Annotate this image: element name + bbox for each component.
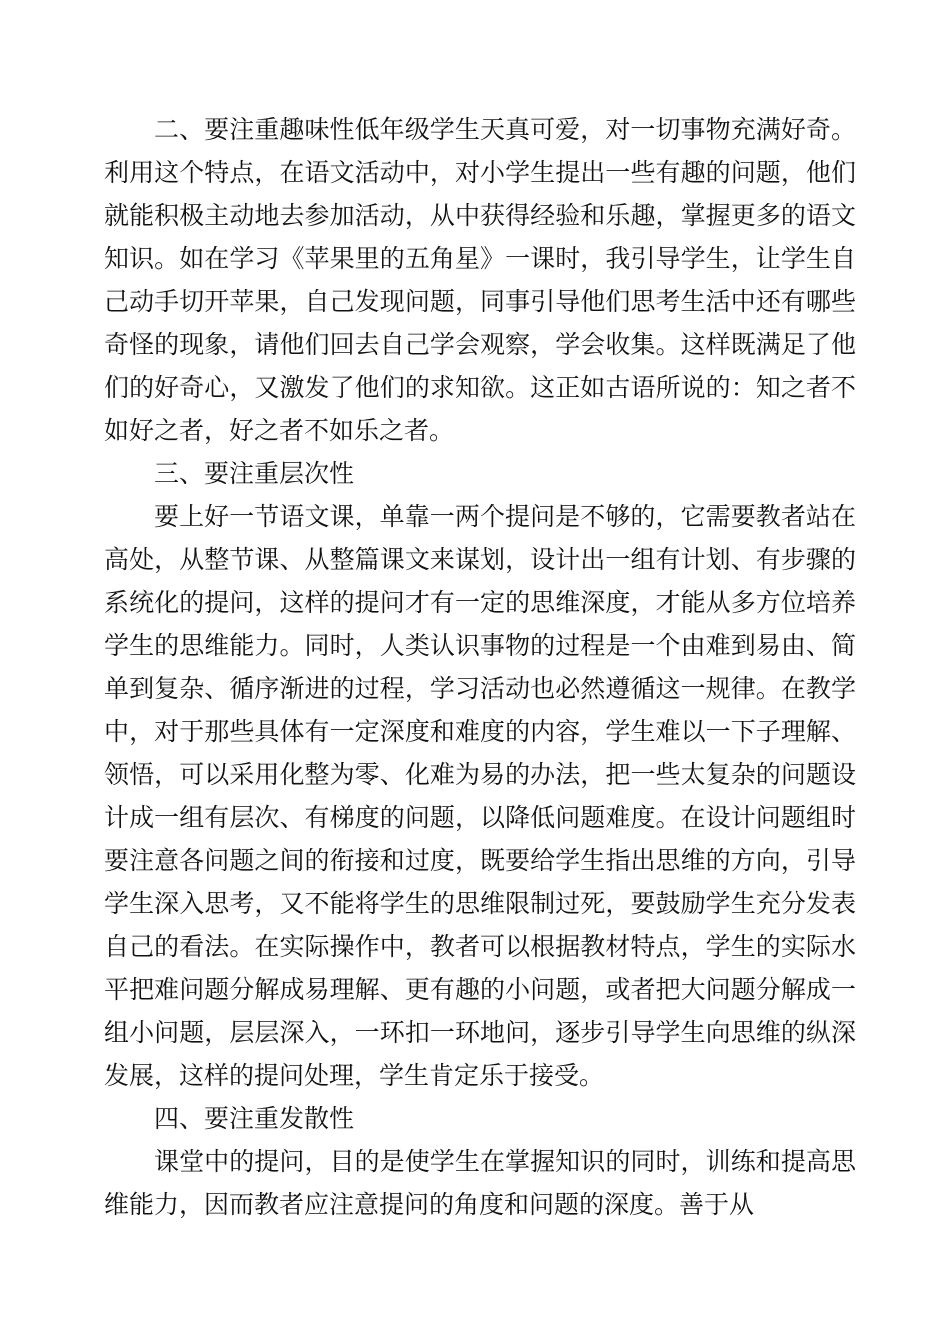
- section-heading-layering: 三、要注重层次性: [154, 459, 355, 488]
- document-page: [104, 108, 856, 1226]
- paragraph-interest: 二、要注重趣味性低年级学生天真可爱，对一切事物充满好奇。利用这个特点，在语文活动中，对小学生提出一些有趣的问题，他们就能积极主动地去参加活动，从中获得经验和乐趣，掌握更多的语文知识。如在学习《苹果里的五角星》一课时，我引导学生，让学生自己动手切开苹果，自己发现问题，同事引导他们思考生活中还有哪些奇怪的现象，请他们回去自己学会观察，学会收集。这样既满足了他们的好奇心，又激发了他们的求知欲。这正如古语所说的：知之者不如好之者，好之者不如乐之者。: [104, 115, 856, 445]
- section-heading-divergence: 四、要注重发散性: [154, 1104, 355, 1133]
- paragraph-layering: 要上好一节语文课，单靠一两个提问是不够的，它需要教者站在高处，从整节课、从整篇课文来谋划，设计出一组有计划、有步骤的系统化的提问，这样的提问才有一定的思维深度，才能从多方位培养学生的思维能力。同时，人类认识事物的过程是一个由难到易由、简单到复杂、循序渐进的过程，学习活动也必然遵循这一规律。在教学中，对于那些具体有一定深度和难度的内容，学生难以一下子理解、领悟，可以采用化整为零、化难为易的办法，把一些太复杂的问题设计成一组有层次、有梯度的问题，以降低问题难度。在设计问题组时要注意各问题之间的衔接和过度，既要给学生指出思维的方向，引导学生深入思考，又不能将学生的思维限制过死，要鼓励学生充分发表自己的看法。在实际操作中，教者可以根据教材特点，学生的实际水平把难问题分解成易理解、更有趣的小问题，或者把大问题分解成一组小问题，层层深入，一环扣一环地问，逐步引导学生向思维的纵深发展，这样的提问处理，学生肯定乐于接受。: [104, 502, 856, 1090]
- paragraph-divergence: 课堂中的提问，目的是使学生在掌握知识的同时，训练和提高思维能力，因而教者应注意提问的角度和问题的深度。善于从: [104, 1147, 856, 1219]
